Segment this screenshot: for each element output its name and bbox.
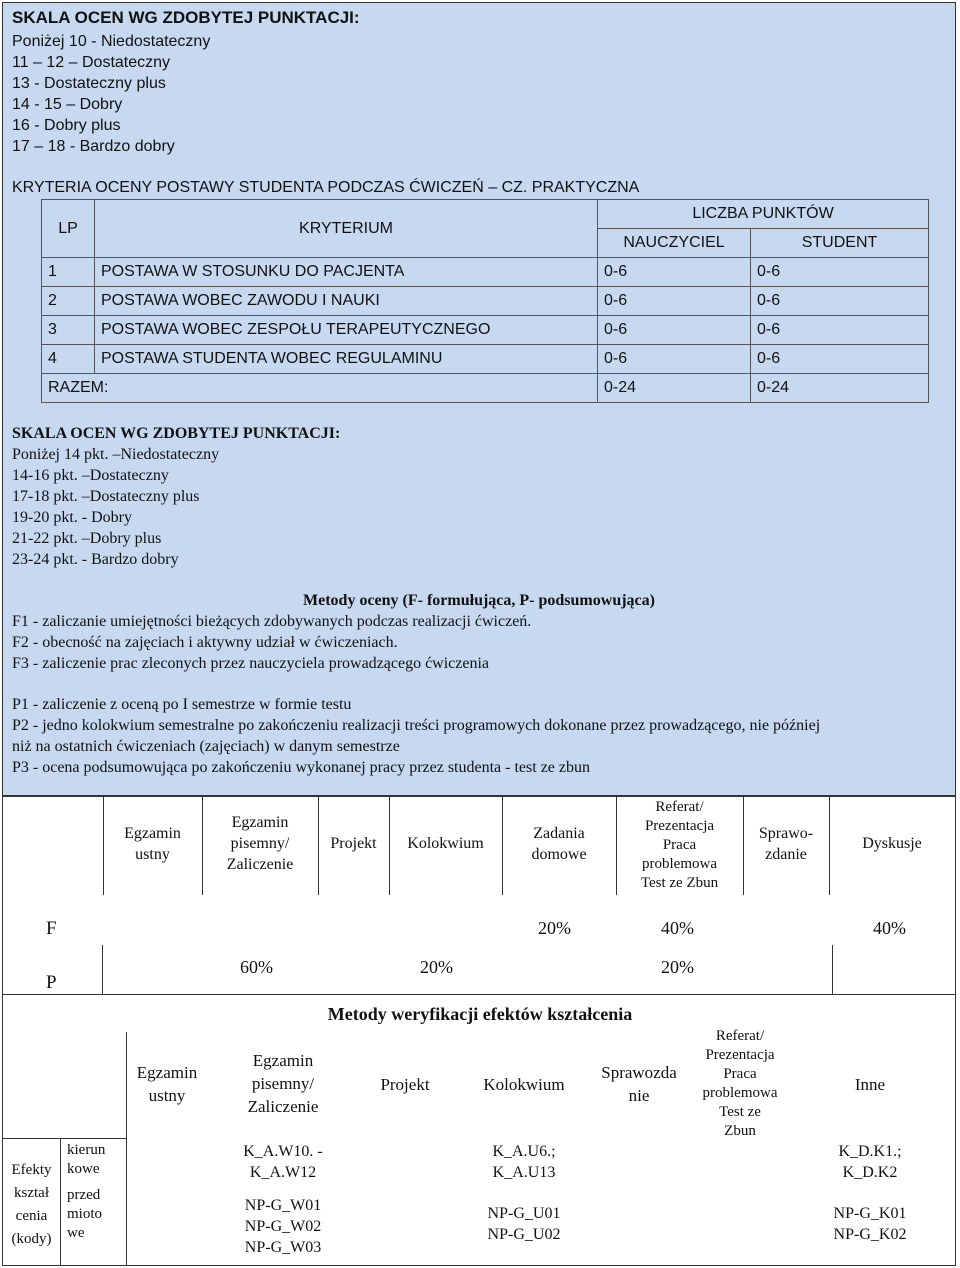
- header-line: Prezentacja: [705, 1047, 775, 1063]
- criteria-title: KRYTERIA OCENY POSTAWY STUDENTA PODCZAS ĆWICZEŃ – CZ. PRAKTYCZNA: [12, 179, 640, 196]
- total-student: 0-24: [751, 374, 929, 403]
- header-line: Kolokwium: [483, 1075, 565, 1094]
- scale2-line: 21-22 pkt. –Dobry plus: [12, 530, 162, 547]
- header-sprawozdanie: [743, 823, 829, 865]
- scale2-title: SKALA OCEN WG ZDOBYTEJ PUNKTACJI:: [12, 425, 341, 442]
- row-name: POSTAWA WOBEC ZAWODU I NAUKI: [95, 287, 598, 316]
- header2-inne: [800, 1073, 940, 1096]
- sub-kierunkowe: [67, 1141, 105, 1179]
- header-line: Praca: [662, 837, 697, 853]
- table-row: [42, 316, 929, 345]
- p-value-egzamin-pisemny: 60%: [240, 957, 273, 977]
- header-line: zdanie: [765, 846, 807, 863]
- scale1-line: 16 - Dobry plus: [12, 117, 121, 134]
- label-line: kowe: [67, 1161, 100, 1177]
- row-f-label: F: [46, 918, 57, 939]
- scale2-line: 19-20 pkt. - Dobry: [12, 509, 132, 526]
- header-line: domowe: [531, 846, 587, 863]
- header-line: problemowa: [642, 856, 717, 872]
- row-lp: 4: [42, 345, 95, 374]
- code: NP-G_U01: [487, 1205, 561, 1222]
- code: K_A.W10. -: [243, 1143, 323, 1160]
- header-line: Prezentacja: [644, 818, 715, 834]
- row-nauczyciel: 0-6: [598, 345, 751, 374]
- code: K_A.W12: [249, 1164, 317, 1181]
- row-student: 0-6: [751, 258, 929, 287]
- p-value-kolokwium: 20%: [420, 957, 453, 977]
- label-line: przed: [67, 1187, 101, 1203]
- scale2-line: 17-18 pkt. –Dostateczny plus: [12, 488, 200, 505]
- header-line: Zadania: [533, 825, 585, 842]
- codes-kierunkowe-kolokwium: [468, 1141, 580, 1183]
- method-f-line: F3 - zaliczenie prac zleconych przez nauczyciela prowadzącego ćwiczenia: [12, 655, 490, 672]
- header-line: Projekt: [380, 1075, 430, 1094]
- method-p-line: niż na ostatnich ćwiczeniach (zajęciach) w danym semestrze: [12, 738, 400, 755]
- codes-przedmiotowe-kolokwium: [468, 1203, 580, 1245]
- row-label-efekty: [3, 1159, 60, 1251]
- label-line: kształ: [14, 1185, 49, 1201]
- label-line: kierun: [67, 1142, 106, 1158]
- total-nauczyciel: 0-24: [598, 374, 751, 403]
- codes-przedmiotowe-inne: [800, 1203, 940, 1245]
- header-dyskusje: [829, 833, 955, 854]
- header-egzamin-ustny: [103, 823, 202, 865]
- header-kryterium: KRYTERIUM: [95, 200, 598, 258]
- row-student: 0-6: [751, 316, 929, 345]
- code: NP-G_K02: [833, 1226, 907, 1243]
- header-line: Egzamin: [136, 1063, 198, 1082]
- header-line: Sprawo-: [758, 825, 814, 842]
- header-line: Dyskusje: [862, 835, 922, 852]
- row-name: POSTAWA W STOSUNKU DO PACJENTA: [95, 258, 598, 287]
- label-line: we: [67, 1225, 85, 1241]
- scale2-line: Poniżej 14 pkt. –Niedostateczny: [12, 446, 220, 463]
- label-line: (kody): [11, 1231, 52, 1247]
- header-line: Egzamin: [252, 1051, 314, 1070]
- header-line: Kolokwium: [407, 835, 484, 852]
- code: NP-G_U02: [487, 1226, 561, 1243]
- header-line: Referat/: [715, 1028, 765, 1044]
- scale1-line: Poniżej 10 - Niedostateczny: [12, 33, 211, 50]
- row-lp: 1: [42, 258, 95, 287]
- label-line: cenia: [15, 1208, 48, 1224]
- code: NP-G_W02: [244, 1218, 322, 1235]
- header-nauczyciel: NAUCZYCIEL: [598, 229, 751, 258]
- header-kolokwium: [389, 833, 502, 854]
- row-student: 0-6: [751, 287, 929, 316]
- f-value-referat: 40%: [661, 918, 694, 938]
- header-line: nie: [628, 1086, 650, 1105]
- header-line: ustny: [135, 846, 170, 863]
- total-row: [42, 374, 929, 403]
- codes-przedmiotowe-pisemny: [222, 1195, 344, 1258]
- code: NP-G_W03: [244, 1239, 322, 1256]
- method-f-line: F2 - obecność na zajęciach i aktywny udział w ćwiczeniach.: [12, 634, 398, 651]
- header-projekt: [318, 833, 389, 854]
- header-student: STUDENT: [751, 229, 929, 258]
- method-p-line: P1 - zaliczenie z oceną po I semestrze w formie testu: [12, 696, 352, 713]
- method-p-line: P2 - jedno kolokwium semestralne po zakończeniu realizacji treści programowych dokonane przez prowadzącego, nie później: [12, 717, 821, 734]
- header-line: Praca: [723, 1066, 757, 1082]
- header-line: Zaliczenie: [226, 856, 294, 873]
- header-lp: LP: [42, 200, 95, 258]
- row-name: POSTAWA WOBEC ZESPOŁU TERAPEUTYCZNEGO: [95, 316, 598, 345]
- code: K_D.K1.;: [838, 1143, 902, 1160]
- header2-referat: [690, 1027, 790, 1141]
- header2-kolokwium: [468, 1073, 580, 1096]
- label-line: Efekty: [11, 1162, 52, 1178]
- header-zadania-domowe: [502, 823, 616, 865]
- header-line: ustny: [148, 1086, 186, 1105]
- header-line: Test ze: [719, 1104, 761, 1120]
- row-nauczyciel: 0-6: [598, 316, 751, 345]
- f-value-dyskusje: 40%: [873, 918, 906, 938]
- header-line: pisemny/: [230, 835, 290, 852]
- header-line: Egzamin: [124, 825, 181, 842]
- header-line: Sprawozda: [601, 1063, 677, 1082]
- row-nauczyciel: 0-6: [598, 287, 751, 316]
- criteria-table: [41, 199, 929, 403]
- code: NP-G_W01: [244, 1197, 322, 1214]
- header-referat: [616, 798, 743, 893]
- header-line: Test ze Zbun: [640, 875, 719, 891]
- codes-kierunkowe-inne: [800, 1141, 940, 1183]
- row-lp: 3: [42, 316, 95, 345]
- p-value-referat: 20%: [661, 957, 694, 977]
- table-row: [42, 345, 929, 374]
- header-line: Egzamin: [231, 814, 289, 831]
- header-line: Zbun: [724, 1123, 756, 1139]
- code: K_A.U13: [492, 1164, 556, 1181]
- header-egzamin-pisemny: [202, 812, 318, 875]
- scale1-line: 13 - Dostateczny plus: [12, 75, 166, 92]
- row-nauczyciel: 0-6: [598, 258, 751, 287]
- header-line: Projekt: [330, 835, 377, 852]
- codes-kierunkowe-pisemny: [222, 1141, 344, 1183]
- row-lp: 2: [42, 287, 95, 316]
- header-line: problemowa: [702, 1085, 778, 1101]
- code: K_D.K2: [842, 1164, 898, 1181]
- total-label: RAZEM:: [42, 374, 598, 403]
- table-row: [42, 258, 929, 287]
- header2-egzamin-pisemny: [222, 1049, 344, 1118]
- code: K_A.U6.;: [492, 1143, 556, 1160]
- header2-sprawozdanie: [586, 1061, 692, 1107]
- table-row: [42, 287, 929, 316]
- sub-przedmiotowe: [67, 1186, 102, 1243]
- scale1-line: 17 – 18 - Bardzo dobry: [12, 138, 175, 155]
- row-student: 0-6: [751, 345, 929, 374]
- grid2-title: Metody weryfikacji efektów kształcenia: [327, 1004, 633, 1024]
- method-p-line: P3 - ocena podsumowująca po zakończeniu wykonanej pracy przez studenta - test ze zbun: [12, 759, 590, 776]
- methods-title: Metody oceny (F- formułująca, P- podsumowująca): [303, 592, 655, 609]
- scale1-line: 11 – 12 – Dostateczny: [12, 54, 171, 71]
- scale1-title: SKALA OCEN WG ZDOBYTEJ PUNKTACJI:: [12, 8, 360, 27]
- row-p-label: P: [46, 972, 57, 993]
- scale2-line: 14-16 pkt. –Dostateczny: [12, 467, 169, 484]
- scale1-line: 14 - 15 – Dobry: [12, 96, 123, 113]
- header-line: Zaliczenie: [247, 1097, 319, 1116]
- header-line: Referat/: [655, 799, 704, 815]
- header2-egzamin-ustny: [127, 1061, 207, 1107]
- header-line: pisemny/: [251, 1074, 315, 1093]
- method-f-line: F1 - zaliczanie umiejętności bieżących zdobywanych podczas realizacji ćwiczeń.: [12, 613, 532, 630]
- scale2-line: 23-24 pkt. - Bardzo dobry: [12, 551, 179, 568]
- header-line: Inne: [854, 1075, 886, 1094]
- header2-projekt: [364, 1073, 446, 1096]
- header-liczba-punktow: LICZBA PUNKTÓW: [598, 200, 929, 229]
- label-line: mioto: [67, 1206, 103, 1222]
- row-name: POSTAWA STUDENTA WOBEC REGULAMINU: [95, 345, 598, 374]
- top-panel: [2, 2, 956, 796]
- f-value-zadania: 20%: [538, 918, 571, 938]
- code: NP-G_K01: [833, 1205, 907, 1222]
